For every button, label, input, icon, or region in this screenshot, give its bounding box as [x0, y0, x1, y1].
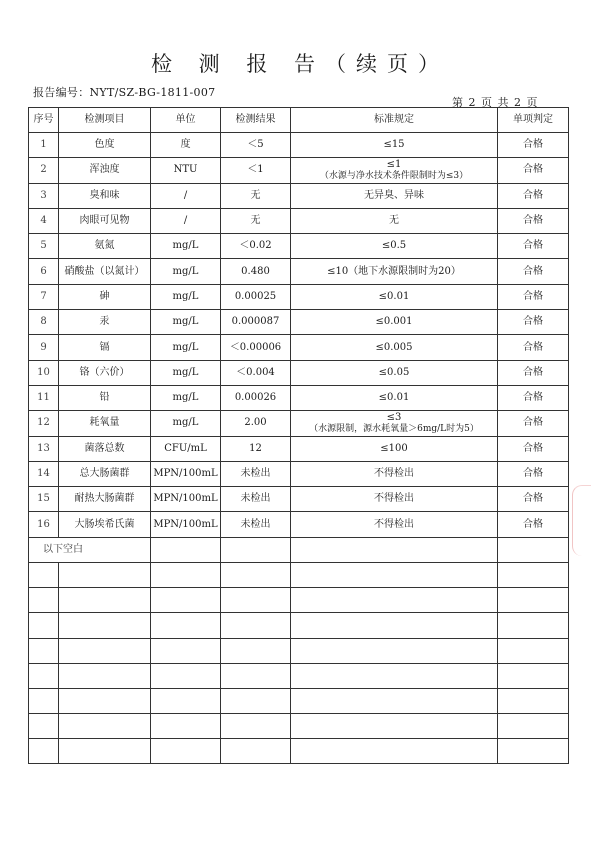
- cell-result-text: 未检出: [240, 518, 271, 530]
- cell-unit: [151, 310, 221, 335]
- cell-unit-text: mg/L: [172, 392, 199, 404]
- empty-row: [29, 739, 569, 764]
- col-header-unit: 单位: [151, 108, 221, 133]
- empty-cell: [151, 739, 221, 764]
- table-row: [29, 183, 569, 208]
- cell-no-text: 3: [40, 189, 47, 201]
- cell-item: [59, 461, 151, 486]
- empty-cell: [221, 714, 291, 739]
- cell-result: [221, 360, 291, 385]
- cell-unit: [151, 208, 221, 233]
- cell-verdict: [498, 411, 569, 436]
- cell-standard-text: ≤0.5: [381, 240, 407, 252]
- empty-cell: [59, 739, 151, 764]
- cell-verdict: [498, 436, 569, 461]
- cell-result-text: ＜0.004: [236, 366, 275, 378]
- seam-stamp-mark: [572, 485, 591, 556]
- cell-no: [29, 385, 59, 410]
- cell-result: [221, 335, 291, 360]
- cell-unit: [151, 461, 221, 486]
- cell-standard: [291, 335, 498, 360]
- cell-result-text: 12: [249, 442, 262, 454]
- cell-standard-text: 不得检出: [374, 493, 414, 505]
- col-header-standard: 标准规定: [291, 108, 498, 133]
- empty-cell: [498, 714, 569, 739]
- cell-result-text: 0.000087: [231, 316, 280, 328]
- cell-item-text: 总大肠菌群: [79, 468, 130, 479]
- cell-result-text: 未检出: [240, 493, 271, 505]
- cell-standard: [291, 310, 498, 335]
- empty-cell: [151, 537, 221, 562]
- cell-item: [59, 335, 151, 360]
- cell-item-text: 浑浊度: [89, 164, 120, 176]
- cell-result-text: ＜5: [247, 139, 264, 151]
- empty-cell: [29, 688, 59, 713]
- cell-no: [29, 512, 59, 537]
- cell-verdict-text: 合格: [523, 265, 543, 277]
- cell-standard-text: ≤15: [383, 139, 405, 151]
- cell-result: [221, 487, 291, 512]
- cell-standard-text: ≤3: [386, 412, 402, 424]
- cell-unit-text: /: [183, 189, 188, 201]
- cell-unit-text: mg/L: [172, 265, 199, 277]
- cell-standard-text: ≤0.001: [375, 316, 413, 328]
- table-row: [29, 335, 569, 360]
- cell-no-text: 7: [40, 290, 47, 302]
- cell-item-text: 硝酸盐（以氮计）: [64, 265, 145, 277]
- cell-item-text: 氨氮: [94, 240, 115, 252]
- empty-cell: [291, 562, 498, 587]
- empty-cell: [29, 613, 59, 638]
- cell-verdict-text: 合格: [523, 316, 543, 328]
- cell-standard: [291, 385, 498, 410]
- cell-result-text: ＜1: [247, 164, 264, 176]
- cell-unit: [151, 436, 221, 461]
- empty-cell: [498, 688, 569, 713]
- cell-unit: [151, 133, 221, 158]
- col-header-result: 检测结果: [221, 108, 291, 133]
- cell-no: [29, 360, 59, 385]
- cell-standard-text: ≤1: [386, 159, 402, 171]
- report-number: 报告编号：NYT/SZ-BG-1811-007: [33, 86, 216, 99]
- cell-no: [29, 208, 59, 233]
- cell-verdict-text: 合格: [523, 189, 543, 201]
- empty-cell: [291, 663, 498, 688]
- empty-cell: [498, 739, 569, 764]
- cell-result: [221, 436, 291, 461]
- cell-unit-text: /: [183, 215, 188, 227]
- cell-result-text: 2.00: [244, 417, 267, 429]
- cell-standard-text: ≤0.05: [378, 366, 410, 378]
- results-table: [28, 107, 569, 764]
- cell-verdict: [498, 133, 569, 158]
- cell-result: [221, 385, 291, 410]
- cell-standard-note: （水源限制，源水耗氧量＞6mg/L时为5）: [309, 424, 479, 435]
- cell-item: [59, 234, 151, 259]
- empty-cell: [59, 714, 151, 739]
- empty-cell: [221, 537, 291, 562]
- cell-verdict: [498, 512, 569, 537]
- cell-standard: [291, 512, 498, 537]
- table-row: [29, 360, 569, 385]
- empty-row: [29, 588, 569, 613]
- cell-standard: [291, 183, 498, 208]
- cell-verdict: [498, 158, 569, 183]
- cell-item-text: 砷: [99, 290, 110, 302]
- empty-cell: [151, 688, 221, 713]
- table-row: [29, 208, 569, 233]
- cell-verdict-text: 合格: [523, 290, 543, 302]
- cell-verdict: [498, 487, 569, 512]
- empty-cell: [291, 613, 498, 638]
- empty-cell: [29, 588, 59, 613]
- cell-verdict: [498, 259, 569, 284]
- cell-verdict-text: 合格: [523, 518, 543, 530]
- cell-standard: [291, 436, 498, 461]
- cell-item-text: 肉眼可见物: [79, 215, 130, 227]
- cell-item-text: 汞: [99, 316, 110, 328]
- empty-row: [29, 714, 569, 739]
- cell-result: [221, 259, 291, 284]
- cell-standard-text: 无异臭、异味: [364, 189, 424, 201]
- empty-cell: [291, 537, 498, 562]
- cell-item: [59, 284, 151, 309]
- cell-standard-text: 不得检出: [374, 518, 414, 530]
- cell-verdict-text: 合格: [523, 493, 543, 505]
- table-row: [29, 284, 569, 309]
- cell-verdict: [498, 385, 569, 410]
- empty-cell: [221, 739, 291, 764]
- cell-item-text: 耐热大肠菌群: [74, 493, 135, 505]
- cell-standard: [291, 208, 498, 233]
- cell-no-text: 8: [40, 316, 47, 328]
- cell-standard: [291, 284, 498, 309]
- empty-cell: [59, 613, 151, 638]
- cell-standard-text: ≤100: [380, 442, 408, 454]
- cell-no: [29, 436, 59, 461]
- empty-row: [29, 613, 569, 638]
- empty-cell: [151, 663, 221, 688]
- cell-result-text: 未检出: [240, 468, 271, 479]
- cell-result-text: 0.00026: [234, 392, 277, 404]
- cell-item-text: 镉: [99, 341, 110, 353]
- table-row: [29, 234, 569, 259]
- cell-unit: [151, 234, 221, 259]
- cell-result: [221, 183, 291, 208]
- table-row: [29, 436, 569, 461]
- cell-no-text: 13: [37, 442, 50, 454]
- empty-row: [29, 638, 569, 663]
- empty-cell: [151, 588, 221, 613]
- empty-cell: [29, 739, 59, 764]
- cell-no: [29, 234, 59, 259]
- cell-item: [59, 487, 151, 512]
- empty-cell: [498, 537, 569, 562]
- cell-result: [221, 411, 291, 436]
- cell-no: [29, 461, 59, 486]
- col-header-verdict: 单项判定: [498, 108, 569, 133]
- empty-cell: [291, 588, 498, 613]
- cell-unit: [151, 411, 221, 436]
- cell-verdict: [498, 208, 569, 233]
- empty-cell: [221, 613, 291, 638]
- empty-cell: [498, 663, 569, 688]
- cell-standard: [291, 487, 498, 512]
- cell-verdict: [498, 310, 569, 335]
- cell-verdict-text: 合格: [523, 341, 543, 353]
- cell-verdict: [498, 234, 569, 259]
- cell-no-text: 5: [40, 240, 47, 252]
- cell-result-text: 0.00025: [234, 290, 277, 302]
- cell-item: [59, 360, 151, 385]
- cell-verdict-text: 合格: [523, 392, 543, 404]
- cell-result: [221, 158, 291, 183]
- cell-unit: [151, 335, 221, 360]
- empty-cell: [221, 688, 291, 713]
- cell-item: [59, 158, 151, 183]
- empty-cell: [498, 638, 569, 663]
- cell-item-text: 臭和味: [89, 189, 120, 201]
- table-row: [29, 259, 569, 284]
- cell-unit-text: CFU/mL: [164, 442, 207, 454]
- cell-item-text: 铅: [99, 392, 110, 404]
- cell-standard-text: ≤0.005: [375, 341, 413, 353]
- cell-no-text: 2: [40, 164, 47, 176]
- cell-unit-text: 度: [180, 139, 191, 151]
- empty-cell: [291, 739, 498, 764]
- empty-cell: [291, 714, 498, 739]
- empty-cell: [221, 638, 291, 663]
- cell-result: [221, 234, 291, 259]
- cell-standard: [291, 461, 498, 486]
- empty-cell: [498, 562, 569, 587]
- cell-no-text: 16: [37, 518, 50, 530]
- cell-no-text: 6: [40, 265, 47, 277]
- cell-standard-text: ≤10（地下水源限制时为20）: [327, 265, 461, 277]
- cell-verdict-text: 合格: [523, 139, 543, 151]
- cell-standard-text: ≤0.01: [378, 392, 410, 404]
- empty-cell: [59, 562, 151, 587]
- cell-item: [59, 385, 151, 410]
- cell-no: [29, 259, 59, 284]
- table-header-row: [29, 108, 569, 133]
- cell-no-text: 9: [40, 341, 47, 353]
- cell-standard-note: （水源与净水技术条件限制时为≤3）: [319, 171, 469, 182]
- cell-no: [29, 133, 59, 158]
- cell-no: [29, 158, 59, 183]
- empty-row: [29, 562, 569, 587]
- table-row: [29, 487, 569, 512]
- cell-standard-text: 无: [389, 215, 399, 227]
- empty-cell: [29, 638, 59, 663]
- cell-result-text: 无: [250, 189, 261, 201]
- cell-item: [59, 310, 151, 335]
- cell-result: [221, 512, 291, 537]
- cell-result-text: ＜0.02: [239, 240, 272, 252]
- cell-unit-text: mg/L: [172, 417, 199, 429]
- empty-cell: [498, 613, 569, 638]
- cell-verdict: [498, 335, 569, 360]
- cell-standard: [291, 411, 498, 436]
- cell-result: [221, 310, 291, 335]
- cell-verdict-text: 合格: [523, 366, 543, 378]
- cell-item: [59, 436, 151, 461]
- cell-no: [29, 335, 59, 360]
- cell-verdict-text: 合格: [523, 215, 543, 227]
- cell-standard-text: 不得检出: [374, 468, 414, 479]
- blank-marker-row: [29, 537, 569, 562]
- empty-cell: [291, 638, 498, 663]
- cell-item: [59, 208, 151, 233]
- cell-verdict-text: 合格: [523, 442, 543, 454]
- report-title: 检 测 报 告（续页）: [150, 52, 450, 76]
- cell-unit-text: mg/L: [172, 240, 199, 252]
- table-row: [29, 461, 569, 486]
- cell-no-text: 11: [37, 392, 50, 404]
- empty-row: [29, 688, 569, 713]
- empty-cell: [59, 688, 151, 713]
- cell-verdict: [498, 461, 569, 486]
- cell-result-text: 0.480: [241, 265, 270, 277]
- cell-unit: [151, 487, 221, 512]
- empty-cell: [151, 638, 221, 663]
- empty-cell: [29, 714, 59, 739]
- table-row: [29, 385, 569, 410]
- cell-verdict: [498, 360, 569, 385]
- empty-cell: [59, 588, 151, 613]
- cell-no-text: 12: [37, 417, 50, 429]
- cell-item-text: 铬（六价）: [79, 366, 130, 378]
- cell-item: [59, 259, 151, 284]
- empty-cell: [151, 714, 221, 739]
- cell-no-text: 10: [37, 366, 50, 378]
- cell-standard: [291, 259, 498, 284]
- cell-standard: [291, 158, 498, 183]
- table-row: [29, 411, 569, 436]
- cell-standard-text: ≤0.01: [378, 290, 410, 302]
- blank-marker: 以下空白: [29, 537, 151, 562]
- cell-item-text: 耗氧量: [89, 417, 120, 429]
- table-row: [29, 133, 569, 158]
- cell-no: [29, 284, 59, 309]
- cell-no-text: 1: [40, 139, 47, 151]
- cell-unit-text: mg/L: [172, 366, 199, 378]
- table-row: [29, 512, 569, 537]
- cell-verdict-text: 合格: [523, 164, 543, 176]
- empty-cell: [291, 688, 498, 713]
- cell-standard: [291, 360, 498, 385]
- cell-no: [29, 487, 59, 512]
- cell-item: [59, 183, 151, 208]
- cell-item-text: 色度: [94, 139, 115, 151]
- cell-item: [59, 133, 151, 158]
- cell-no: [29, 183, 59, 208]
- cell-item: [59, 411, 151, 436]
- cell-no: [29, 411, 59, 436]
- empty-cell: [221, 663, 291, 688]
- cell-result: [221, 284, 291, 309]
- cell-no: [29, 310, 59, 335]
- cell-item: [59, 512, 151, 537]
- cell-unit: [151, 284, 221, 309]
- empty-cell: [59, 638, 151, 663]
- cell-unit-text: mg/L: [172, 341, 199, 353]
- empty-cell: [151, 562, 221, 587]
- cell-result-text: ＜0.00006: [229, 341, 282, 353]
- table-row: [29, 310, 569, 335]
- cell-no-text: 14: [37, 468, 50, 479]
- cell-result: [221, 208, 291, 233]
- cell-unit-text: mg/L: [172, 316, 199, 328]
- empty-cell: [498, 588, 569, 613]
- col-header-item: 检测项目: [59, 108, 151, 133]
- cell-verdict: [498, 183, 569, 208]
- empty-cell: [221, 562, 291, 587]
- cell-unit: [151, 360, 221, 385]
- cell-unit: [151, 259, 221, 284]
- table-body: [29, 133, 569, 764]
- cell-unit: [151, 158, 221, 183]
- cell-item-text: 大肠埃希氏菌: [74, 518, 135, 530]
- cell-verdict-text: 合格: [523, 468, 543, 479]
- cell-unit-text: MPN/100mL: [153, 518, 218, 530]
- col-header-no: 序号: [29, 108, 59, 133]
- empty-cell: [151, 613, 221, 638]
- cell-standard: [291, 133, 498, 158]
- cell-no-text: 4: [40, 215, 47, 227]
- cell-item-text: 菌落总数: [84, 442, 125, 454]
- cell-result: [221, 133, 291, 158]
- cell-unit-text: MPN/100mL: [153, 468, 218, 479]
- cell-unit-text: NTU: [173, 164, 198, 176]
- cell-no-text: 15: [37, 493, 50, 505]
- table-row: [29, 158, 569, 183]
- page-indicator: 第 2 页 共 2 页: [452, 96, 539, 109]
- cell-result-text: 无: [250, 215, 261, 227]
- cell-standard: [291, 234, 498, 259]
- cell-unit: [151, 512, 221, 537]
- cell-unit: [151, 183, 221, 208]
- cell-unit: [151, 385, 221, 410]
- cell-unit-text: mg/L: [172, 290, 199, 302]
- cell-unit-text: MPN/100mL: [153, 493, 218, 505]
- empty-cell: [221, 588, 291, 613]
- empty-cell: [29, 562, 59, 587]
- empty-cell: [29, 663, 59, 688]
- cell-verdict: [498, 284, 569, 309]
- cell-verdict-text: 合格: [523, 417, 543, 429]
- empty-row: [29, 663, 569, 688]
- cell-result: [221, 461, 291, 486]
- empty-cell: [59, 663, 151, 688]
- cell-verdict-text: 合格: [523, 240, 543, 252]
